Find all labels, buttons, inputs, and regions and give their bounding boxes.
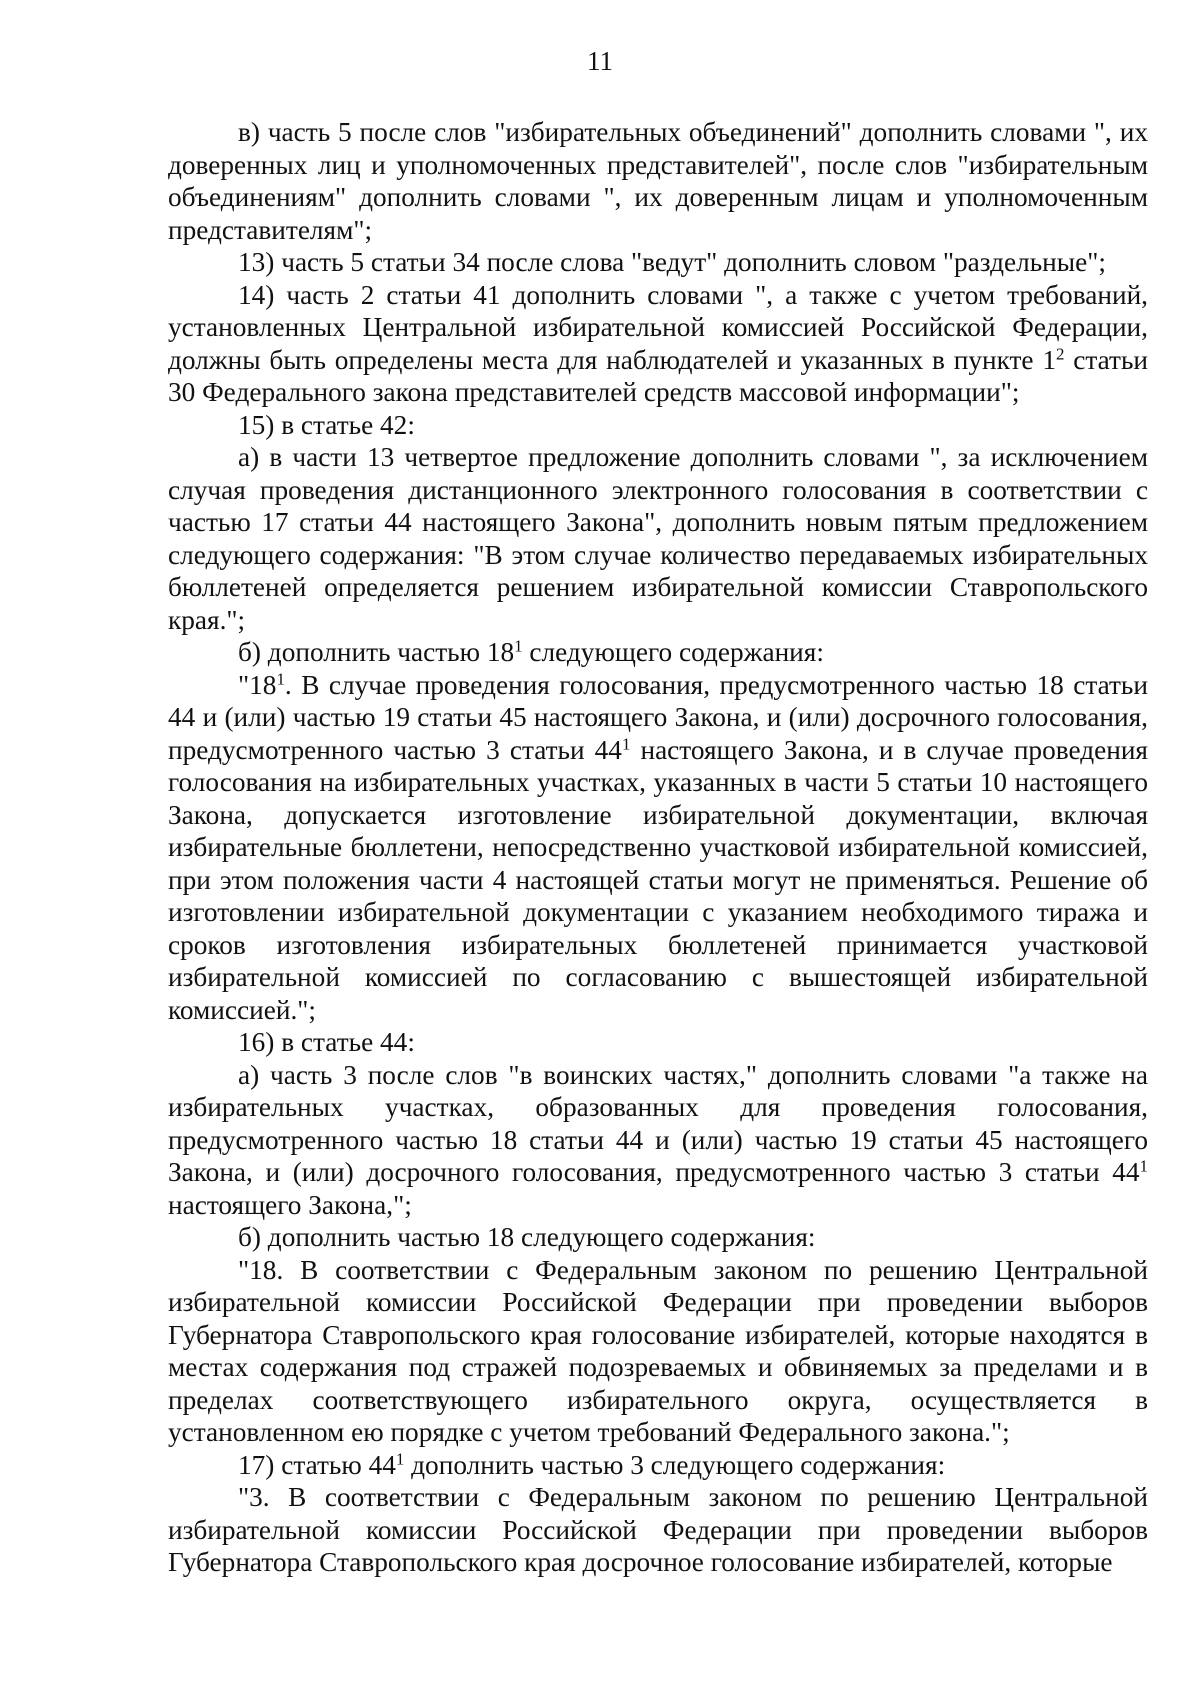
- paragraph-v-part-5: [168, 116, 1148, 246]
- paragraph-text: а) часть 3 после слов "в воинских частях," дополнить словами "а также на избирательных участках, образованных для проведения голосования, предусмотренного частью 18 статьи 44 и (или) частью 19 статьи 45 настоящего Закона, и (или) досрочного голосования, предусмотренного частью 3 статьи 44: [168, 1059, 1148, 1187]
- paragraph-13: [168, 246, 1148, 279]
- paragraph-15: [168, 409, 1148, 442]
- page-number: 11: [587, 46, 613, 76]
- paragraph-text: 15) в статье 42:: [238, 409, 415, 440]
- superscript: 1: [621, 734, 631, 754]
- paragraph-16: [168, 1026, 1148, 1059]
- paragraph-3-quote: [168, 1481, 1148, 1579]
- paragraph-text: "18. В соответствии с Федеральным законом по решению Центральной избирательной комиссии Российской Федерации при проведении выборов Губернатора Ставропольского края голосование избирателей, которые находятся в местах содержания под стражей подозреваемых и обвиняемых за пределами и в пределах соответствующего избирательного округа, осуществляется в установленном ею порядке с учетом требований Федерального закона.";: [168, 1254, 1148, 1447]
- paragraph-17: [168, 1449, 1148, 1482]
- paragraph-text: 14) часть 2 статьи 41 дополнить словами ", а также с учетом требований, установленных Центральной избирательной комиссией Российской Федерации, должны быть определены места для наблюдателей и указанных в пункте 1: [168, 279, 1148, 375]
- paragraph-18-1-quote: [168, 669, 1148, 1027]
- paragraph-18-quote: [168, 1254, 1148, 1449]
- superscript: 1: [395, 1449, 405, 1469]
- superscript: 1: [276, 669, 285, 689]
- paragraph-text: б) дополнить частью 18 следующего содержания:: [238, 1222, 816, 1252]
- paragraph-text: статьи 30 Федерального закона представителей средств массовой информации";: [168, 344, 1148, 407]
- paragraph-text: 17) статью 44: [238, 1449, 396, 1480]
- superscript: 1: [1139, 1156, 1148, 1176]
- paragraph-text: дополнить частью 3 следующего содержания:: [404, 1449, 946, 1480]
- paragraph-15-b: [168, 636, 1148, 669]
- paragraph-16-b: [168, 1221, 1148, 1254]
- paragraph-text: 13) часть 5 статьи 34 после слова "ведут" дополнить словом "раздельные";: [238, 247, 1106, 277]
- paragraph-text: б) дополнить частью 18: [238, 637, 515, 667]
- paragraph-text: а) в части 13 четвертое предложение дополнить словами ", за исключением случая проведения дистанционного электронного голосования в соответствии с частью 17 статьи 44 настоящего Закона", дополнить новым пятым предложением следующего содержания: "В этом случае количество передаваемых избирательных бюллетеней определяется решением избирательной комиссии Ставропольского края.";: [168, 442, 1148, 635]
- paragraph-text: "3. В соответствии с Федеральным законом по решению Центральной избирательной комиссии Российской Федерации при проведении выборов Губернатора Ставропольского края досрочное голосование избирателей, которые: [168, 1482, 1148, 1577]
- paragraph-text: настоящего Закона,";: [168, 1189, 412, 1220]
- paragraph-text: "18: [238, 669, 277, 700]
- paragraph-text: . В случае проведения голосования, предусмотренного частью 18 статьи 44 и (или) частью 19 статьи 45 настоящего Закона, и (или) досрочного голосования, предусмотренного частью 3 статьи 44: [168, 669, 1148, 765]
- paragraph-text: 16) в статье 44:: [238, 1027, 415, 1057]
- superscript: 1: [514, 636, 523, 656]
- paragraph-text: настоящего Закона, и в случае проведения голосования на избирательных участках, указанных в части 5 статьи 10 настоящего Закона, допускается изготовление избирательной документации, включая избирательные бюллетени, непосредственно участковой избирательной комиссией, при этом положения части 4 настоящей статьи могут не применяться. Решение об изготовлении избирательной документации с указанием необходимого тиража и сроков изготовления избирательных бюллетеней принимается участковой избирательной комиссией по согласованию с вышестоящей избирательной комиссией.";: [168, 734, 1148, 1025]
- superscript: 2: [1055, 344, 1065, 364]
- paragraph-16-a: [168, 1059, 1148, 1222]
- paragraph-14: [168, 279, 1148, 409]
- paragraph-text: в) часть 5 после слов "избирательных объединений" дополнить словами ", их доверенных лиц и уполномоченных представителей", после слов "избирательным объединениям" дополнить словами ", их доверенным лицам и уполномоченным представителям";: [168, 117, 1148, 245]
- paragraph-text: следующего содержания:: [522, 637, 824, 667]
- document-body: [168, 116, 1148, 1579]
- paragraph-15-a: [168, 441, 1148, 636]
